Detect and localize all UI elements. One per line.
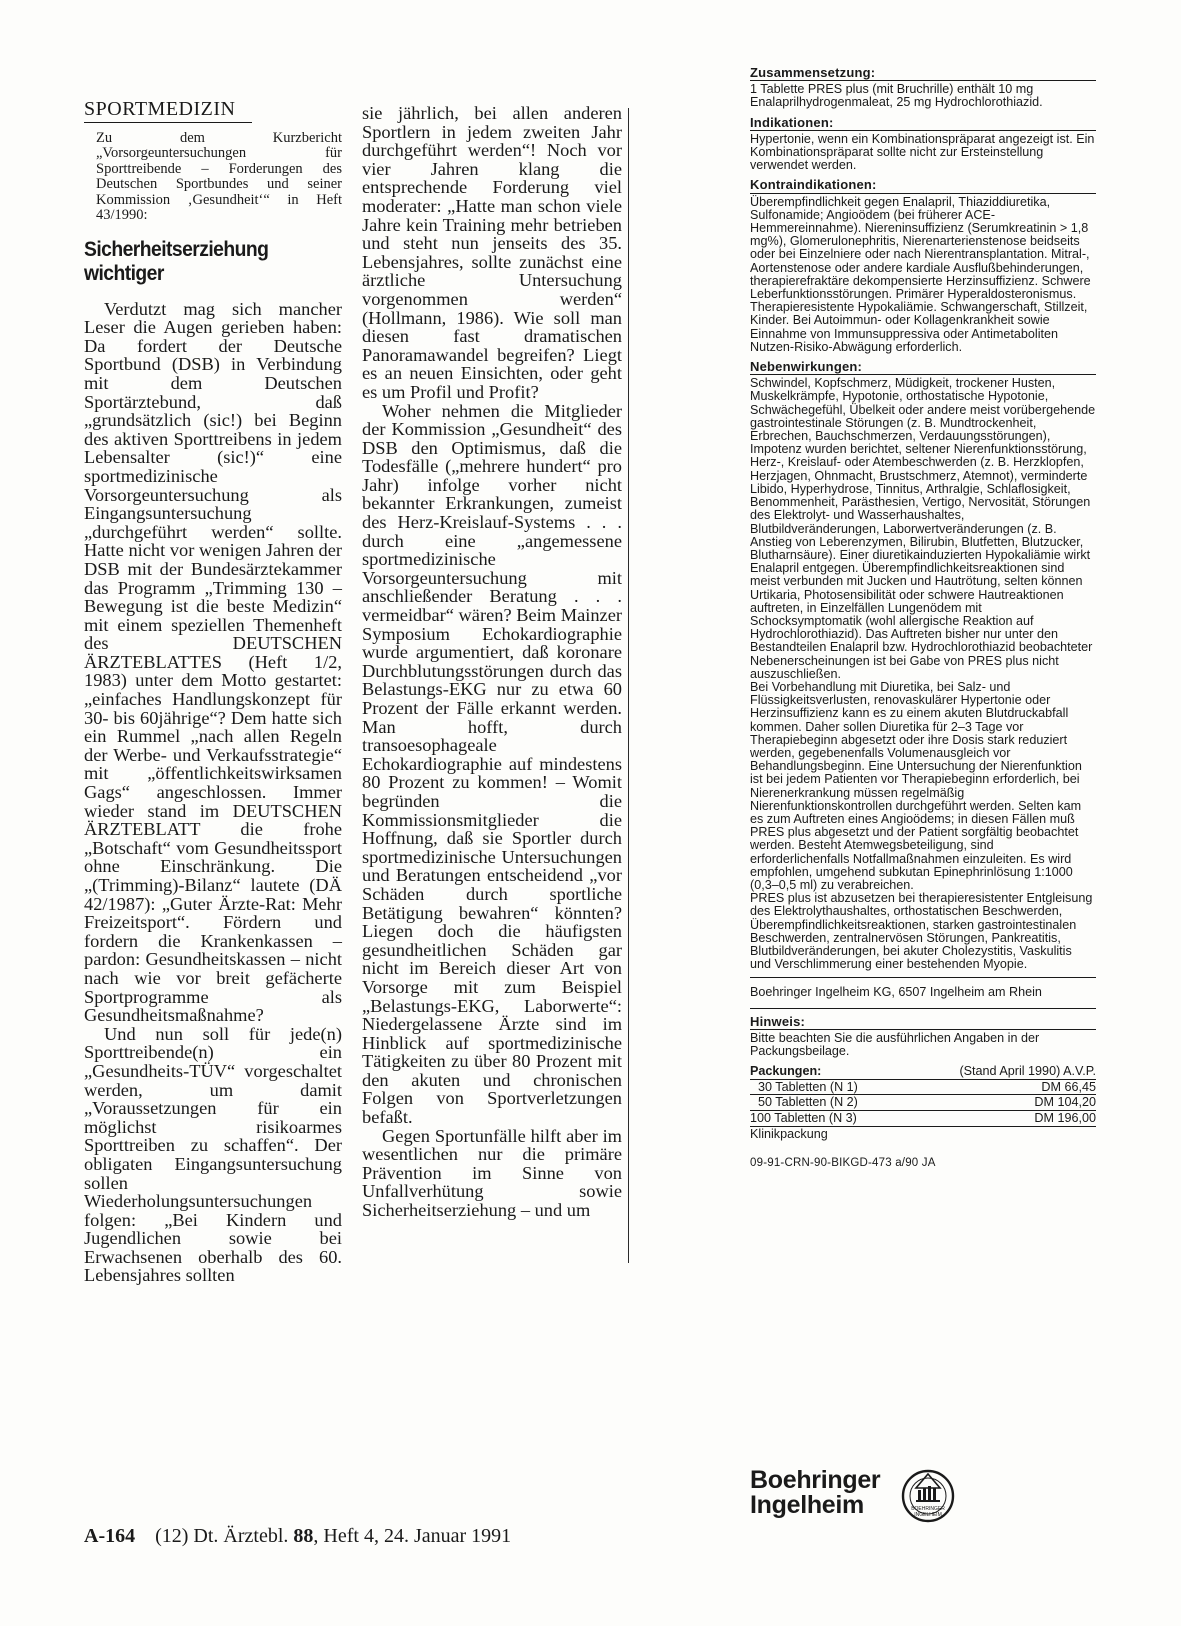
svg-text:BOEHRINGER: BOEHRINGER	[911, 1506, 945, 1512]
table-row	[750, 1079, 1096, 1095]
article-headline: Sicherheitserziehung wichtiger	[84, 237, 269, 285]
table-row	[750, 1111, 1096, 1127]
package-price: DM 104,20	[903, 1095, 1096, 1111]
journal-volume: 88	[293, 1525, 314, 1547]
side-effects-paragraph: Schwindel, Kopfschmerz, Müdigkeit, trockener Husten, Muskelkrämpfe, Hypotonie, orthostatische Hypotonie, Schwächegefühl, Übelkeit oder andere meist vorübergehende gastrointestinale Störungen (z. B. Mundtrockenheit, Erbrechen, Bauchschmerzen, Verdauungsstörungen), Impotenz wurden berichtet, seltener Nierenfunktionsstörung, Herz-, Kreislauf- oder Atembeschwerden (z. B. Herzklopfen, Herzjagen, Ohnmacht, Brustschmerz, Atemnot), verminderte Libido, Hyperhydrose, Tinnitus, Arthralgie, Schlaflosigkeit, Benommenheit, Parästhesien, Vertigo, Nervosität, Störungen des Elektrolyt- und Wasserhaushaltes, Blutbildveränderungen, Laborwertveränderungen (z. B. Anstieg von Leberenzymen, Bilirubin, Blutfetten, Blutzucker, Blutharnsäure). Einer diuretikainduzierten Hypokaliämie wirkt Enalapril entgegen. Überempfindlichkeitsreaktionen sind meist verbunden mit Jucken und Hautrötung, selten können Urtikaria, Photosensibilität oder schwere Hautreaktionen auftreten, in Einzelfällen Lungenödem mit Schocksymptomatik (wohl allergische Reaktion auf Hydrochlorothiazid). Das Auftreten bisher nur unter den Bestandteilen Enalapril bzw. Hydrochlorothiazid beobachteter Nebenerscheinungen ist bei Gabe von PRES plus nicht auszuschließen.	[750, 376, 1096, 681]
table-header-row	[750, 1064, 1096, 1079]
contraindications-heading: Kontraindikationen:	[750, 178, 1096, 193]
article-paragraph: sie jährlich, bei allen anderen Sportlern in jedem zweiten Jahr durchgeführt werden“! Noch vor vier Jahren klang die entsprechende Forderung viel moderater: „Hatte man schon viele Jahre kein Training mehr betrieben und steht nun jenseits des 35. Lebensjahres, sollte zunächst eine ärztliche Untersuchung vorgenommen werden“ (Hollmann, 1986). Wie soll man diesen fast dramatischen Panoramawandel begreifen? Liegt es an neuen Einsichten, oder geht es um Profil und Profit?	[362, 103, 622, 402]
article-intro: Zu dem Kurzbericht „Vorsorgeuntersuchungen für Sporttreibende – Forderungen des Deutschen Sportbundes und seiner Kommission ‚Gesundheit‘“ in Heft 43/1990:	[96, 129, 342, 224]
company-seal-icon	[900, 1468, 956, 1524]
side-effects-heading: Nebenwirkungen:	[750, 360, 1096, 375]
svg-text:INGELHEIM: INGELHEIM	[914, 1512, 942, 1518]
indications-heading: Indikationen:	[750, 116, 1096, 131]
price-header	[903, 1064, 1096, 1079]
article-column-middle	[362, 104, 622, 1220]
side-effects-text	[750, 377, 1096, 971]
column-divider	[628, 108, 629, 1263]
package-size: Klinikpackung	[750, 1126, 828, 1141]
package-price: DM 66,45	[903, 1079, 1096, 1095]
package-heading: Packungen:	[750, 1064, 903, 1079]
table-row	[750, 1095, 1096, 1111]
logo-text-line1: Boehringer	[750, 1466, 881, 1494]
divider	[750, 977, 1096, 978]
article-column-left	[84, 100, 342, 1285]
package-size: 50 Tabletten (N 2)	[750, 1095, 903, 1111]
drug-info-box	[750, 66, 1096, 1170]
side-effects-paragraph: PRES plus ist abzusetzen bei therapieresistenter Entgleisung des Elektrolythaushaltes, orthostatischen Beschwerden, Überempfindlichkeitsreaktionen, starken gastrointestinalen Beschwerden, zentralnervösen Störungen, Pankreatitis, Blutbildveränderungen, bei akuter Cholezystitis, Vaskulitis und Verschlimmerung einer bestehenden Myopie.	[750, 891, 1093, 972]
package-price: DM 196,00	[903, 1111, 1096, 1127]
page-number: A-164	[84, 1525, 136, 1547]
article-paragraph: Verdutzt mag sich mancher Leser die Augen gerieben haben: Da fordert der Deutsche Sportbund (DSB) in Verbindung mit dem Deutschen Sportärztebund, daß „grundsätzlich (sic!) bei Beginn des aktiven Sporttreibens in jedem Lebensalter (sic!)“ eine sportmedizinische Vorsorgeuntersuchung als Eingangsuntersuchung „durchgeführt werden“ sollte. Hatte nicht vor wenigen Jahren der DSB mit der Bundesärztekammer das Programm „Trimming 130 – Bewegung ist die beste Medizin“ mit einem speziellen Themenheft des DEUTSCHEN ÄRZTEBLATTES (Heft 1/2, 1983) unter dem Motto gestartet: „einfaches Handlungskonzept für 30- bis 60jährige“? Dem hatte sich ein Rummel „nach allen Regeln der Werbe- und Verkaufsstrategie“ mit „öffentlichkeitswirksamen Gags“ angeschlossen. Immer wieder stand im DEUTSCHEN ÄRZTEBLATT die frohe „Botschaft“ vom Gesundheitssport ohne Einschränkung. Die „(Trimming)-Bilanz“ lautete (DÄ 42/1987): „Guter Ärzte-Rat: Mehr Freizeitsport“. Fördern und fordern die Krankenkassen – pardon: Gesundheitskassen – nicht nach wie vor breit gefächerte Sportprogramme als Gesundheitsmaßnahme?	[84, 298, 342, 1026]
price-date: (Stand April 1990)	[959, 1064, 1061, 1079]
divider	[750, 1008, 1096, 1009]
composition-text: 1 Tablette PRES plus (mit Bruchrille) enthält 10 mg Enalaprilhydrogenmaleat, 25 mg Hydrochlorothiazid.	[750, 82, 1043, 110]
logo-text-line2: Ingelheim	[750, 1491, 864, 1519]
contraindications-text: Überempfindlichkeit gegen Enalapril, Thiaziddiuretika, Sulfonamide; Angioödem (bei früherer ACE-Hemmereinnahme). Niereninsuffizienz (Serumkreatinin > 1,8 mg%), Glomerulonephritis, Nierenarterienstenose beidseits oder bei Einzelniere oder nach Nierentransplantation. Mitral-, Aortenstenose oder andere kardiale Ausflußbehinderungen, therapierefraktäre dekompensierte Herzinsuffizienz. Schwere Leberfunktionsstörungen. Primärer Hyperaldosteronismus. Therapieresistente Hypokaliämie. Schwangerschaft, Stillzeit, Kinder. Bei Autoimmun- oder Kollagenkrankheit sowie Einnahme von Immunsuppressiva oder Antimetaboliten Nutzen-Risiko-Abwägung erforderlich.	[750, 194, 1091, 354]
article-paragraph: Gegen Sportunfälle hilft aber im wesentlichen nur die primäre Prävention im Sinne von Unfallverhütung sowie Sicherheitserziehung – und um	[362, 1125, 622, 1221]
side-effects-paragraph: Bei Vorbehandlung mit Diuretika, bei Salz- und Flüssigkeitsverlusten, renovaskulärer Hypertonie oder Herzinsuffizienz kann es zu einem akuten Blutdruckabfall kommen. Daher sollen Diuretika für 2–3 Tage vor Therapiebeginn abgesetzt oder ihre Dosis stark reduziert werden, gegebenenfalls Volumenausgleich vor Behandlungsbeginn. Eine Untersuchung der Nierenfunktion ist bei jedem Patienten vor Therapiebeginn erforderlich, bei Nierenerkrankung müssen regelmäßig Nierenfunktionskontrollen durchgeführt werden. Selten kam es zum Auftreten eines Angioödems; in diesen Fällen muß PRES plus abgesetzt und der Patient sorgfältig beobachtet werden. Besteht Atemwegsbeteiligung, sind erforderlichenfalls Notfallmaßnahmen einzuleiten. Es wird empfohlen, umgehend subkutan Epinephrinlösung 1:1000 (0,3–0,5 ml) zu verabreichen.	[750, 679, 1082, 892]
article-paragraph: Und nun soll für jede(n) Sporttreibende(n) ein „Gesundheits-TÜV“ vorgeschaltet werden, um damit „Voraussetzungen für ein möglichst risikoarmes Sporttreiben zu schaffen“. Der obligaten Eingangsuntersuchung sollen Wiederholungsuntersuchungen folgen: „Bei Kindern und Jugendlichen sowie bei Erwachsenen oberhalb des 60. Lebensjahres sollten	[84, 1023, 342, 1286]
package-size: 30 Tabletten (N 1)	[750, 1079, 903, 1095]
note-text: Bitte beachten Sie die ausführlichen Angaben in der Packungsbeilage.	[750, 1030, 1040, 1059]
indications-text: Hypertonie, wenn ein Kombinationspräparat angezeigt ist. Ein Kombinationspräparat sollte nicht zur Ersteinstellung verwendet werden.	[750, 131, 1095, 173]
journal-citation: (12) Dt. Ärztebl.	[155, 1525, 289, 1547]
note-heading: Hinweis:	[750, 1015, 1096, 1030]
journal-issue: , Heft 4, 24. Januar 1991	[313, 1525, 512, 1547]
composition-heading: Zusammensetzung:	[750, 66, 1096, 81]
package-table	[750, 1064, 1096, 1141]
table-row	[750, 1126, 1096, 1141]
empty-cell	[903, 1126, 1096, 1141]
boehringer-logo	[750, 1468, 970, 1528]
price-label: A.V.P.	[1063, 1064, 1096, 1079]
package-size: 100 Tabletten (N 3)	[750, 1111, 903, 1127]
page-footer	[84, 1525, 511, 1548]
article-paragraph: Woher nehmen die Mitglieder der Kommission „Gesundheit“ des DSB den Optimismus, daß die Todesfälle („mehrere hundert“ pro Jahr) infolge vorher nicht bekannter Erkrankungen, zumeist des Herz-Kreislauf-Systems . . . durch eine „angemessene sportmedizinische Vorsorgeuntersuchung mit anschließender Beratung . . . vermeidbar“ wären? Beim Mainzer Symposium Echokardiographie wurde argumentiert, daß koronare Durchblutungsstörungen durch das Belastungs-EKG nur zu etwa 60 Prozent der Fälle erkannt werden. Man hofft, durch transoesophageale Echokardiographie auf mindestens 80 Prozent zu kommen! – Womit begründen die Kommissionsmitglieder die Hoffnung, daß sie Sportler durch sportmedizinische Untersuchungen und Beratungen entscheidend „vor Schäden durch sportliche Betätigung bewahren“ könnten? Liegen doch die häufigsten gesundheitlichen Schäden gar nicht im Bereich dieser Art von Vorsorge mit zum Beispiel „Belastungs-EKG, Laborwerte“: Niedergelassene Ärzte sind im Hinblick auf sportmedizinische Tätigkeiten zu über 80 Prozent mit den akuten und chronischen Folgen von Sportverletzungen befaßt.	[362, 400, 622, 1128]
ad-code: 09-91-CRN-90-BIKGD-473 a/90 JA	[750, 1157, 936, 1170]
section-label: SPORTMEDIZIN	[84, 100, 252, 123]
company-address: Boehringer Ingelheim KG, 6507 Ingelheim am Rhein	[750, 985, 1042, 1000]
